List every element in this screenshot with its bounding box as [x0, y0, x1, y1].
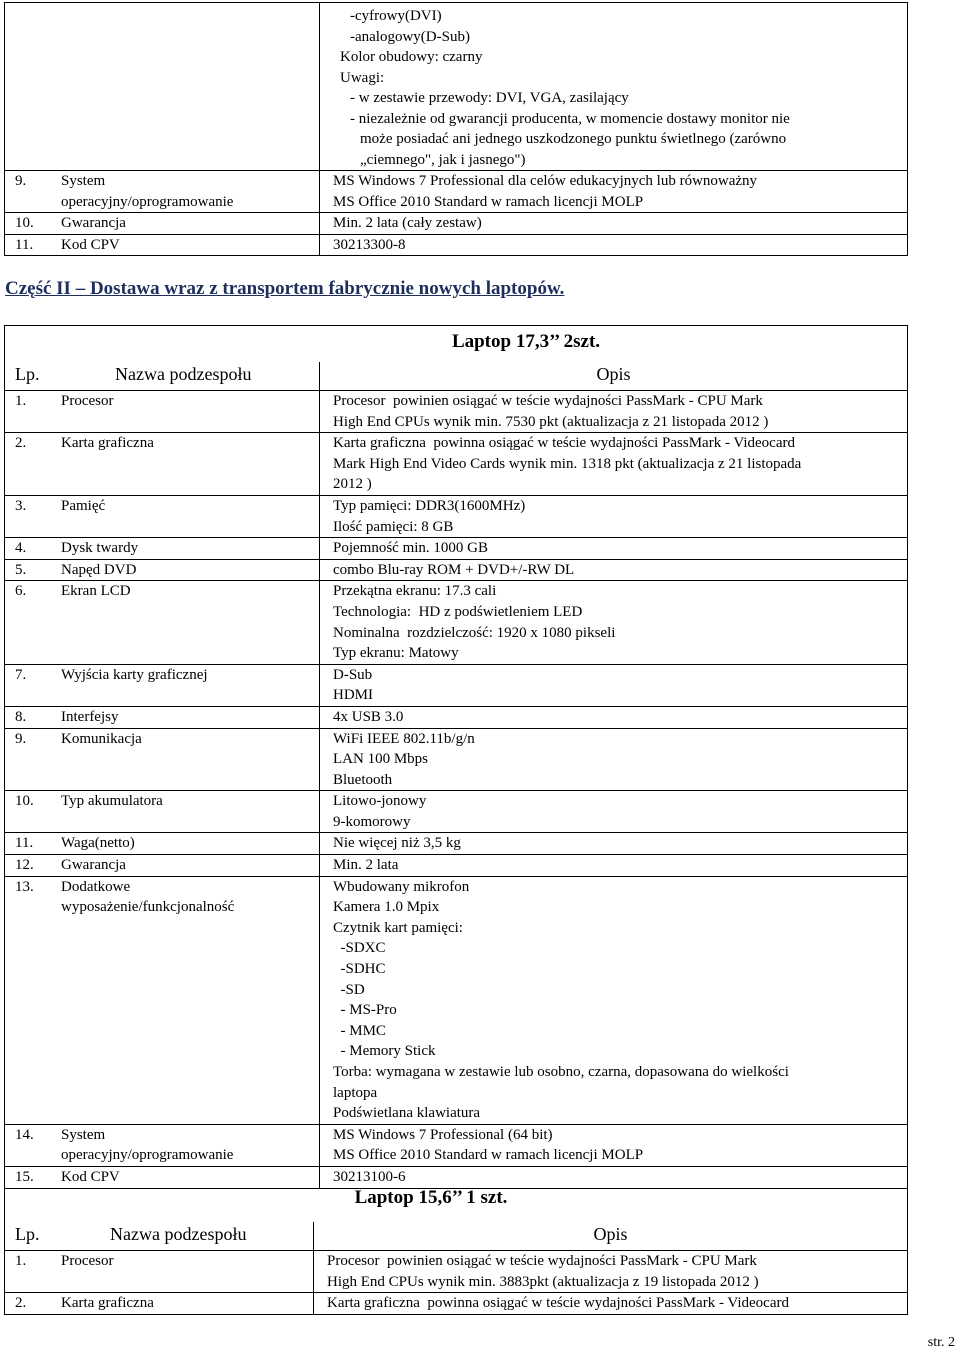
- table-row: [5, 495, 908, 537]
- description-cell: [320, 391, 908, 433]
- table-title: Laptop 17,3’’ 2szt.: [5, 326, 908, 363]
- name-cell: [5, 213, 320, 235]
- table-row: [5, 234, 908, 256]
- row-desc: combo Blu-ray ROM + DVD+/-RW DL: [333, 561, 575, 578]
- name-cell: [5, 1293, 314, 1315]
- header-desc: Opis: [593, 1224, 628, 1244]
- list-item: „ciemnego", jak i jasnego"): [360, 151, 526, 168]
- row-name-group: [61, 560, 136, 581]
- name-cell: [5, 791, 320, 833]
- header-cell: [5, 362, 320, 391]
- row-number: 11.: [15, 835, 34, 852]
- row-number: 3.: [15, 497, 27, 514]
- table-header: [5, 362, 908, 391]
- row-number: 10.: [15, 793, 34, 810]
- row-number: 12.: [15, 857, 34, 874]
- name-cell: [5, 1166, 320, 1188]
- description-cell: [314, 1293, 908, 1315]
- row-desc: Typ ekranu: Matowy: [333, 645, 459, 662]
- row-desc: High End CPUs wynik min. 3883pkt (aktualizacja z 19 listopada 2012 ): [327, 1273, 759, 1290]
- list-item: może posiadać ani jednego uszkodzonego punktu świetlnego (zarówno: [360, 131, 787, 147]
- header-cell: [320, 362, 908, 391]
- table-row: [5, 213, 908, 235]
- row-desc: HDMI: [333, 687, 373, 704]
- row-name: Waga(netto): [61, 835, 135, 852]
- row-name: Wyjścia karty graficznej: [61, 666, 208, 683]
- header-lp: Lp.: [15, 364, 40, 384]
- page-number: str. 2: [927, 1335, 955, 1350]
- header-cell: [314, 1222, 908, 1251]
- table-title: Laptop 15,6’’ 1 szt.: [5, 1186, 908, 1222]
- row-name: Komunikacja: [61, 730, 142, 747]
- row-number: 9.: [15, 173, 27, 189]
- row-name: Procesor: [61, 1253, 114, 1269]
- row-desc: 9-komorowy: [333, 813, 411, 830]
- name-cell: [5, 833, 320, 855]
- row-name: wyposażenie/funkcjonalność: [61, 899, 235, 916]
- row-number: 6.: [15, 583, 27, 600]
- row-desc: 30213100-6: [333, 1168, 406, 1185]
- row-desc: 2012 ): [333, 476, 372, 493]
- row-desc: -SD: [333, 981, 365, 998]
- row-desc: 30213300-8: [333, 236, 406, 253]
- row-name-group: [61, 855, 126, 876]
- table-row: [5, 876, 908, 1124]
- table-row: [5, 664, 908, 706]
- header-desc: Opis: [596, 364, 631, 384]
- name-cell: [5, 538, 320, 560]
- name-cell: [5, 171, 320, 213]
- row-number: 2.: [15, 1295, 27, 1312]
- row-name-group: [61, 538, 138, 559]
- row-desc: Wbudowany mikrofon: [333, 878, 470, 895]
- description-cell: [320, 171, 908, 213]
- table-row: [5, 538, 908, 560]
- header-lp: Lp.: [15, 1224, 40, 1244]
- table-row: [5, 391, 908, 433]
- row-name-group: [61, 581, 131, 602]
- description-cell: [320, 433, 908, 496]
- table-row: [5, 581, 908, 664]
- row-desc: - MS-Pro: [333, 1002, 397, 1019]
- row-name: Karta graficzna: [61, 435, 154, 452]
- row-name: Gwarancja: [61, 215, 126, 231]
- row-desc: Technologia: HD z podświetleniem LED: [333, 603, 583, 620]
- row-number: 1.: [15, 393, 27, 409]
- header-name: Nazwa podzespołu: [110, 1224, 247, 1244]
- row-name: Kod CPV: [61, 1168, 120, 1185]
- name-cell: [5, 728, 320, 791]
- row-name: Dodatkowe: [61, 878, 131, 895]
- row-name: operacyjny/oprogramowanie: [61, 1147, 234, 1164]
- description-cell: [320, 234, 908, 256]
- row-name: Interfejsy: [61, 708, 119, 725]
- row-desc: Nie więcej niż 3,5 kg: [333, 835, 461, 852]
- list-item: Uwagi:: [340, 69, 385, 86]
- row-desc: WiFi IEEE 802.11b/g/n: [333, 730, 475, 747]
- row-desc: D-Sub: [333, 666, 373, 683]
- description-cell: [320, 581, 908, 664]
- description-cell: [320, 791, 908, 833]
- name-cell: [5, 664, 320, 706]
- table-row: [5, 171, 908, 213]
- table-row: [5, 706, 908, 728]
- row-name-group: [61, 433, 154, 454]
- description-cell: [320, 495, 908, 537]
- name-cell: [5, 855, 320, 877]
- table-row: [5, 833, 908, 855]
- row-desc: Min. 2 lata: [333, 857, 399, 874]
- row-name-group: [61, 1293, 154, 1314]
- table-row: [5, 791, 908, 833]
- row-name: System: [61, 173, 106, 189]
- row-desc: Ilość pamięci: 8 GB: [333, 518, 454, 535]
- description-cell: [320, 559, 908, 581]
- row-number: 5.: [15, 561, 27, 578]
- list-item: -cyfrowy(DVI): [350, 8, 442, 24]
- header-name: Nazwa podzespołu: [115, 364, 252, 384]
- row-name-group: [61, 665, 208, 686]
- table-row: [5, 855, 908, 877]
- row-name-group: [61, 877, 234, 918]
- row-name-group: [61, 791, 163, 812]
- row-name: Kod CPV: [61, 236, 120, 253]
- table-row: [5, 1293, 908, 1315]
- list-item: - niezależnie od gwarancji producenta, w momencie dostawy monitor nie: [350, 110, 790, 127]
- name-cell: [5, 559, 320, 581]
- row-desc: Procesor powinien osiągać w teście wydajności PassMark - CPU Mark: [333, 393, 763, 409]
- row-desc: MS Windows 7 Professional (64 bit): [333, 1126, 553, 1143]
- row-name-group: [61, 1251, 114, 1272]
- row-name: Napęd DVD: [61, 561, 137, 578]
- row-name: Dysk twardy: [61, 540, 139, 557]
- monitor-spec-table: [4, 2, 908, 256]
- table-row: [5, 1124, 908, 1166]
- row-desc: MS Office 2010 Standard w ramach licencji MOLP: [333, 1147, 644, 1164]
- row-desc: laptopa: [333, 1084, 378, 1101]
- row-name-group: [61, 833, 135, 854]
- row-name-group: [61, 707, 118, 728]
- name-cell: [5, 495, 320, 537]
- list-item: Kolor obudowy: czarny: [340, 49, 483, 65]
- row-desc: Kamera 1.0 Mpix: [333, 899, 440, 916]
- table-row: [5, 559, 908, 581]
- laptop-15-spec-table: [4, 1186, 908, 1315]
- name-cell: [5, 1251, 314, 1293]
- name-cell: [5, 391, 320, 433]
- row-name-group: [61, 496, 105, 517]
- row-desc: Bluetooth: [333, 771, 393, 788]
- row-desc: Torba: wymagana w zestawie lub osobno, czarna, dopasowana do wielkości: [333, 1064, 789, 1080]
- row-desc: Przekątna ekranu: 17.3 cali: [333, 583, 497, 600]
- row-name: System: [61, 1126, 106, 1143]
- row-desc: - MMC: [333, 1022, 386, 1039]
- description-cell: [320, 664, 908, 706]
- row-name-group: [61, 1125, 233, 1166]
- row-name: Karta graficzna: [61, 1295, 154, 1312]
- row-desc: -SDXC: [333, 940, 386, 957]
- table-row: [5, 728, 908, 791]
- row-desc: Podświetlana klawiatura: [333, 1105, 481, 1122]
- description-cell: [320, 1166, 908, 1188]
- row-name-group: [61, 1167, 120, 1188]
- row-number: 13.: [15, 878, 34, 895]
- name-cell: [5, 433, 320, 496]
- row-name: Procesor: [61, 393, 114, 409]
- description-cell: [320, 728, 908, 791]
- row-name-group: [61, 729, 142, 750]
- row-number: 10.: [15, 215, 34, 231]
- name-cell: [5, 876, 320, 1124]
- name-cell: [5, 1124, 320, 1166]
- row-desc: -SDHC: [333, 961, 386, 978]
- row-desc: LAN 100 Mbps: [333, 751, 429, 768]
- table-title-row: [5, 1186, 908, 1222]
- description-cell: [320, 855, 908, 877]
- name-cell: [5, 581, 320, 664]
- description-cell: [320, 833, 908, 855]
- row-desc: Procesor powinien osiągać w teście wydajności PassMark - CPU Mark: [327, 1253, 757, 1269]
- row-desc: Mark High End Video Cards wynik min. 1318 pkt (aktualizacja z 21 listopada: [333, 455, 802, 472]
- row-number: 15.: [15, 1168, 34, 1185]
- row-number: 1.: [15, 1253, 27, 1269]
- row-name: Typ akumulatora: [61, 793, 163, 810]
- row-desc: Nominalna rozdzielczość: 1920 x 1080 pikseli: [333, 624, 616, 641]
- row-desc: 4x USB 3.0: [333, 708, 404, 725]
- row-number: 7.: [15, 666, 27, 683]
- section-title: Część II – Dostawa wraz z transportem fabrycznie nowych laptopów.: [5, 278, 565, 299]
- description-cell: [314, 1251, 908, 1293]
- table-row: [5, 1251, 908, 1293]
- row-desc: MS Windows 7 Professional dla celów edukacyjnych lub równoważny: [333, 173, 758, 189]
- row-desc: Karta graficzna powinna osiągać w teście wydajności PassMark - Videocard: [327, 1295, 789, 1312]
- list-item: - w zestawie przewody: DVI, VGA, zasilający: [350, 90, 629, 106]
- row-number: 4.: [15, 540, 27, 557]
- table-row: [5, 433, 908, 496]
- list-item: -analogowy(D-Sub): [350, 28, 470, 45]
- row-number: 9.: [15, 730, 27, 747]
- row-desc: High End CPUs wynik min. 7530 pkt (aktualizacja z 21 listopada 2012 ): [333, 413, 769, 430]
- row-name: operacyjny/oprogramowanie: [61, 193, 234, 210]
- description-cell: [320, 706, 908, 728]
- name-cell: [5, 234, 320, 256]
- row-name: Pamięć: [61, 497, 106, 514]
- row-desc: Litowo-jonowy: [333, 793, 427, 810]
- table-row: [5, 3, 908, 171]
- row-desc: Typ pamięci: DDR3(1600MHz): [333, 497, 526, 514]
- header-cell: [5, 1222, 314, 1251]
- row-desc: Pojemność min. 1000 GB: [333, 540, 489, 557]
- description-cell: [320, 538, 908, 560]
- empty-cell: [5, 3, 320, 171]
- table-row: [5, 1166, 908, 1188]
- row-desc: MS Office 2010 Standard w ramach licencji MOLP: [333, 193, 644, 210]
- row-desc: Karta graficzna powinna osiągać w teście wydajności PassMark - Videocard: [333, 435, 795, 452]
- row-number: 11.: [15, 236, 34, 253]
- name-cell: [5, 706, 320, 728]
- description-cell: [320, 3, 908, 171]
- description-cell: [320, 1124, 908, 1166]
- row-name: Gwarancja: [61, 857, 126, 874]
- laptop-17-spec-table: [4, 325, 908, 1189]
- row-desc: Min. 2 lata (cały zestaw): [333, 215, 482, 231]
- row-number: 14.: [15, 1126, 34, 1143]
- table-title-row: [5, 326, 908, 363]
- table-header: [5, 1222, 908, 1251]
- row-desc: - Memory Stick: [333, 1043, 436, 1060]
- row-desc: Czytnik kart pamięci:: [333, 919, 463, 936]
- row-name: Ekran LCD: [61, 583, 131, 600]
- description-cell: [320, 213, 908, 235]
- description-cell: [320, 876, 908, 1124]
- row-number: 8.: [15, 708, 27, 725]
- row-number: 2.: [15, 435, 27, 452]
- row-name-group: [61, 391, 114, 412]
